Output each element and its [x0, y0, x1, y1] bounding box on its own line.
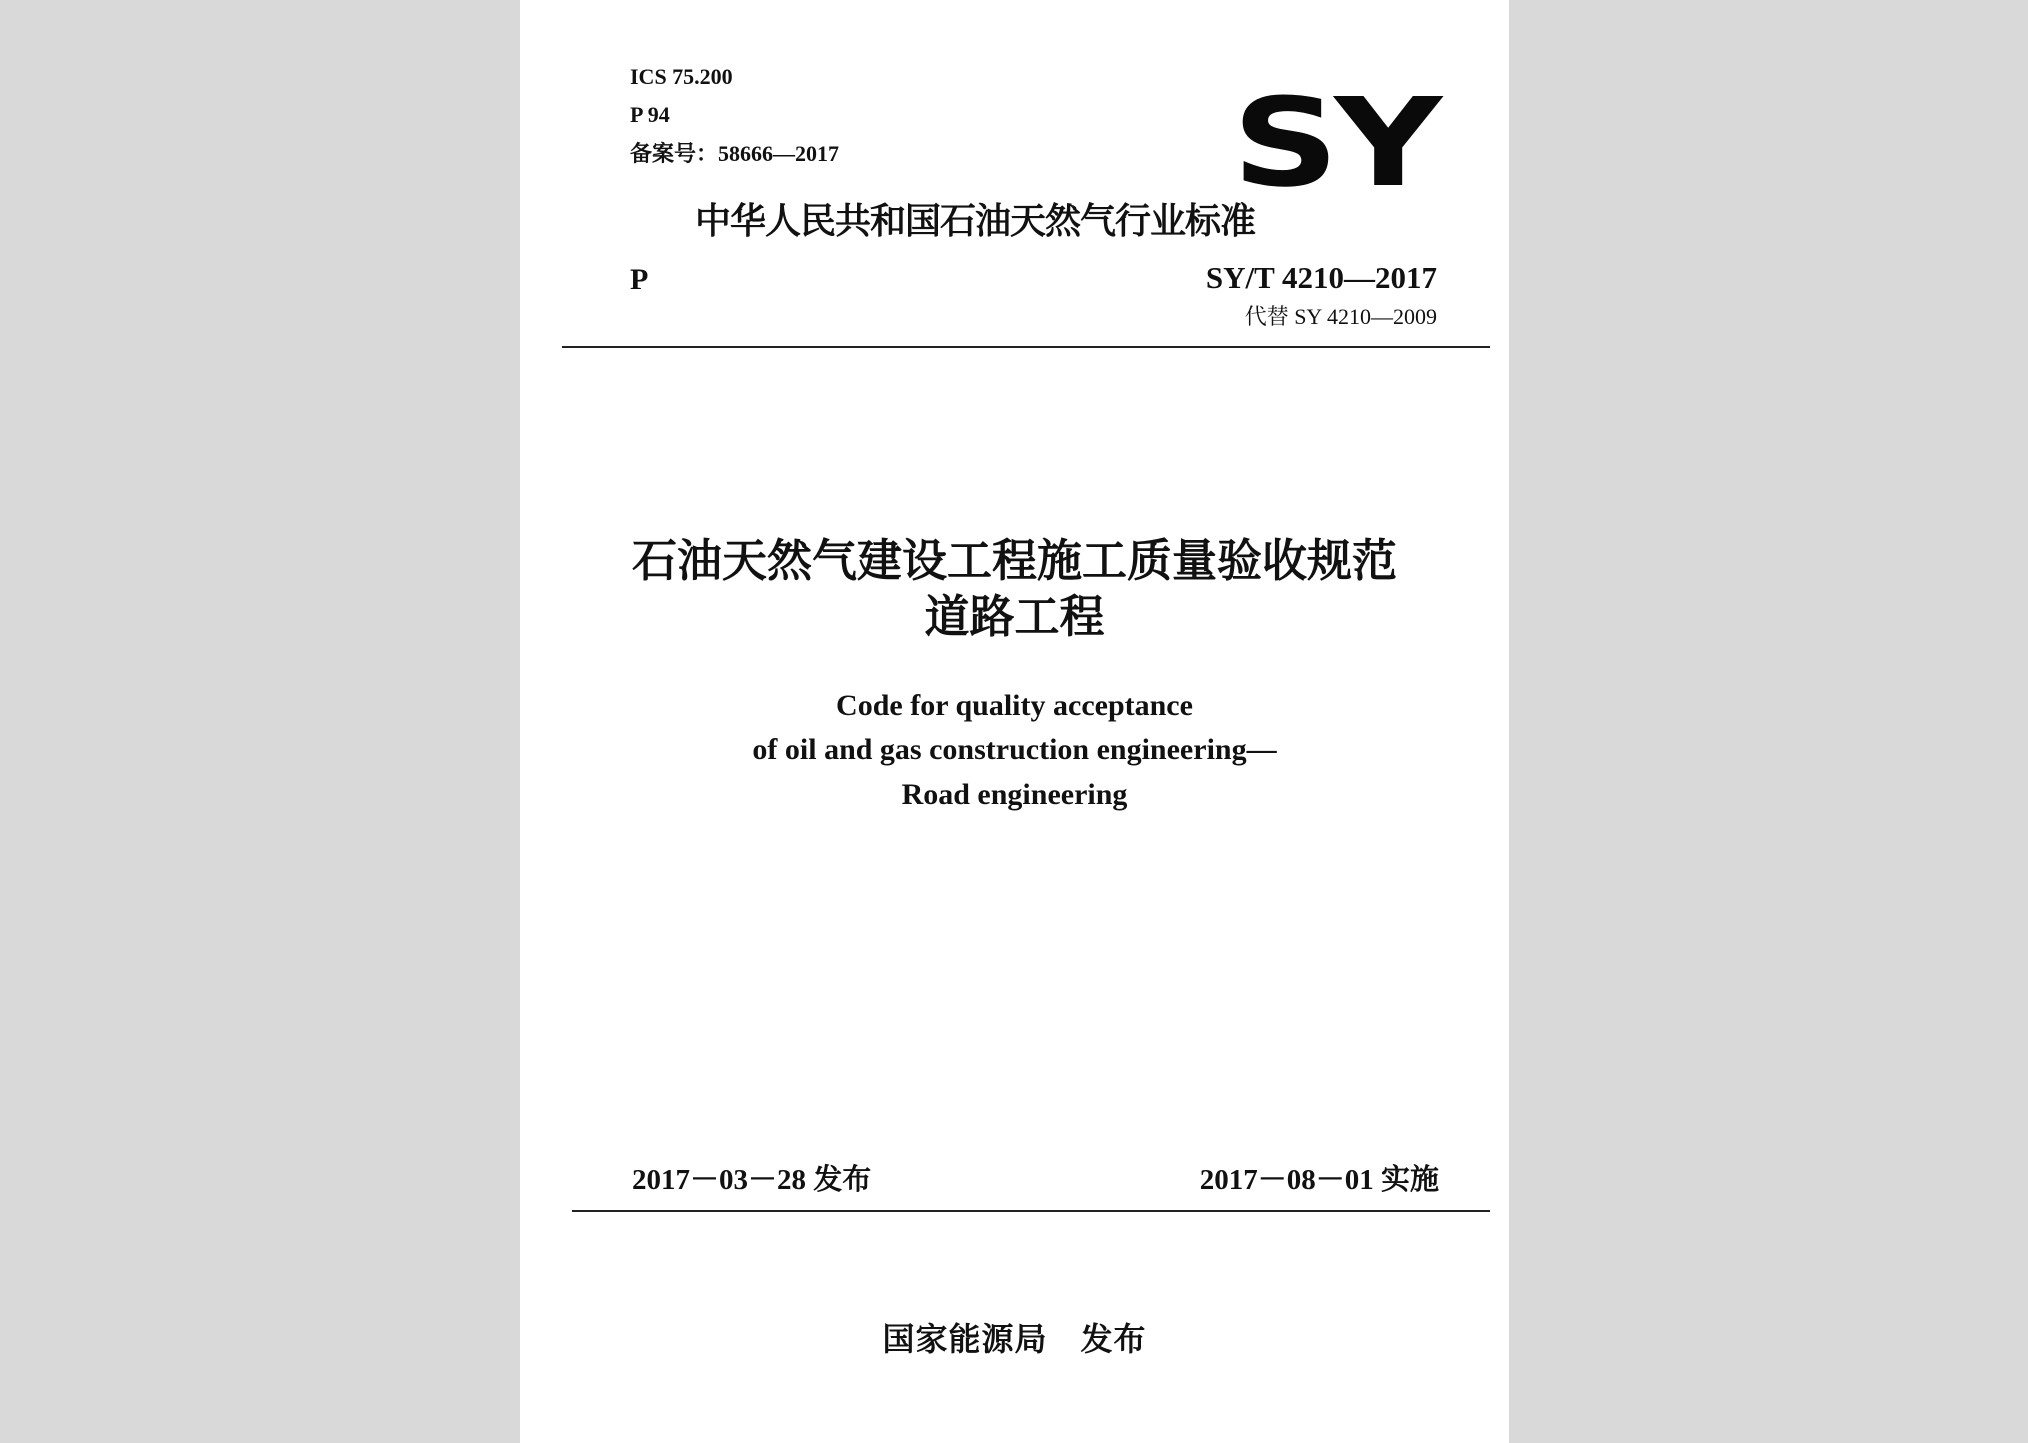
effective-date: 2017－08－01 实施 [1199, 1164, 1439, 1196]
ics-code: ICS 75.200 [630, 64, 733, 89]
classification-code: P 94 [630, 102, 670, 127]
header-divider [562, 346, 1490, 348]
publisher: 国家能源局 发布 [882, 1320, 1147, 1358]
sy-logo: SY [1231, 72, 1437, 214]
footer-divider [572, 1210, 1490, 1212]
english-title-line-3: Road engineering [901, 778, 1128, 811]
english-title-line-2: of oil and gas construction engineering— [752, 733, 1277, 766]
replaces-standard: 代替 SY 4210—2009 [1244, 304, 1437, 329]
standard-number: SY/T 4210—2017 [1205, 260, 1437, 295]
issue-date: 2017－03－28 发布 [632, 1164, 872, 1196]
chinese-title-line-2: 道路工程 [924, 590, 1105, 643]
english-title-line-1: Code for quality acceptance [836, 689, 1193, 722]
chinese-title-line-1: 石油天然气建设工程施工质量验收规范 [631, 534, 1397, 587]
record-number: 备案号：58666—2017 [630, 141, 840, 166]
category-letter: P [630, 263, 649, 296]
issuing-organization: 中华人民共和国石油天然气行业标准 [694, 201, 1255, 242]
document-page [520, 0, 1509, 1443]
